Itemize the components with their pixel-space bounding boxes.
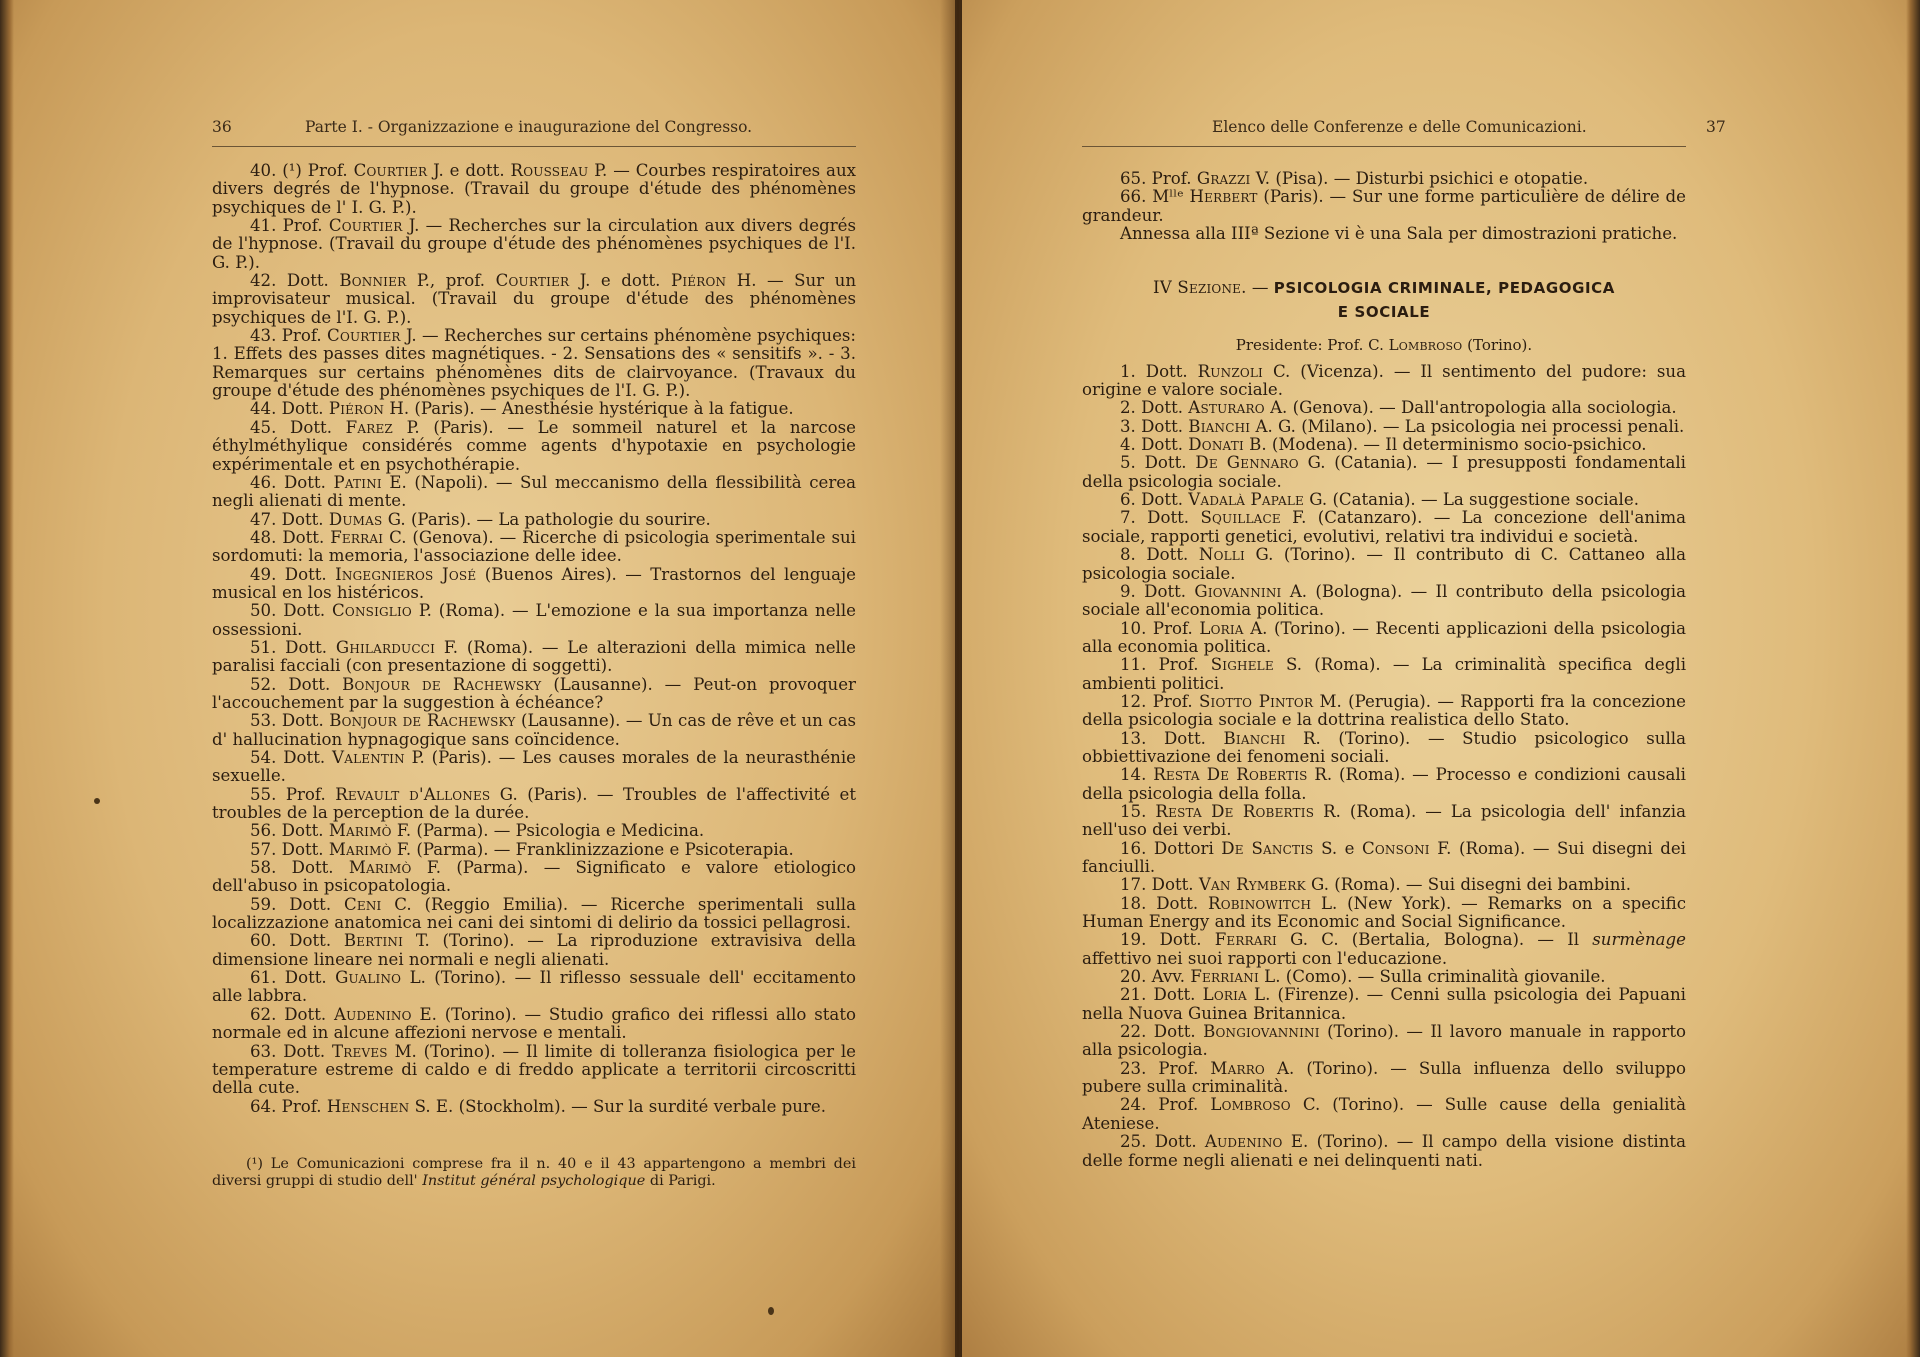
communication-entry <box>212 822 856 840</box>
entry-text: 51. Dott. <box>250 637 336 657</box>
entry-text: G. (Torino). — Il contributo di C. Cattaneo alla psicologia sociale. <box>1082 545 1686 583</box>
author-name: Bianchi <box>1188 416 1251 436</box>
communication-entry <box>212 566 856 603</box>
author-name: Marro <box>1210 1058 1265 1078</box>
entry-text: R. (Torino). — Studio psicologico sulla obbiettivazione dei fenomeni sociali. <box>1082 728 1686 766</box>
author-name: De Sanctis <box>1221 838 1314 858</box>
entry-text: 45. Dott. <box>250 417 346 437</box>
author-name: Dumas <box>328 509 383 529</box>
entry-text: Annessa alla IIIª Sezione vi è una Sala per dimostrazioni pratiche. <box>1120 224 1678 244</box>
entry-text: 63. Dott. <box>250 1041 332 1061</box>
communication-entry <box>212 969 856 1006</box>
author-name: Ceni <box>343 894 382 914</box>
communication-entry <box>1082 509 1686 546</box>
communication-entry <box>212 272 856 327</box>
section-iv-entries <box>1082 363 1686 1170</box>
communication-entry <box>1082 766 1686 803</box>
author-name: Bonjour de Rachewsky <box>342 674 542 694</box>
entry-text: B. (Modena). — Il determinismo socio-psichico. <box>1243 435 1647 455</box>
communication-entry <box>1082 803 1686 840</box>
author-name: Ferriani <box>1190 967 1259 987</box>
section-label: IV Sezione. <box>1153 278 1247 298</box>
author-name: Runzoli <box>1197 361 1264 381</box>
communication-entry <box>1082 968 1686 986</box>
communication-entry <box>212 419 856 474</box>
author-name: Marimò <box>328 821 392 841</box>
entry-text: 16. Dottori <box>1120 838 1222 858</box>
entry-text: affettivo nei suoi rapporti con l'educazione. <box>1082 948 1448 968</box>
entry-text: 7. Dott. <box>1120 508 1201 528</box>
communication-entry <box>212 932 856 969</box>
entry-text: M. (Torino). — Il limite di tolleranza fisiologica per le temperature estreme di caldo e di freddo applicate a territorii circoscritti della cute. <box>212 1041 856 1098</box>
author-name: Giovannini <box>1194 581 1282 601</box>
author-name: Farez <box>345 417 393 437</box>
entry-text: G. (Roma). — Sui disegni dei bambini. <box>1305 875 1631 895</box>
entry-text: 19. Dott. <box>1120 930 1215 950</box>
entry-text: 56. Dott. <box>250 821 329 841</box>
entry-text: J. — Recherches sur la circulation aux divers degrés de l'hypnose. (Travail du groupe d'étude des phénomènes psychiques de l'I. G. P.). <box>212 216 856 272</box>
author-name: Revault d'Allones <box>335 784 491 804</box>
entry-text: P. (Roma). — L'emozione e la sua importanza nelle ossessioni. <box>212 601 856 639</box>
entry-text: E. (Napoli). — Sul meccanismo della flessibilità cerea negli alienati di mente. <box>212 472 856 511</box>
communication-entry <box>212 859 856 896</box>
author-name: Grazzi <box>1196 169 1251 188</box>
author-name: Resta De Robertis <box>1153 765 1308 785</box>
entry-text: 5. Dott. <box>1120 453 1196 473</box>
entry-text: P. (Paris). — Les causes morales de la neurasthénie sexuelle. <box>212 748 856 786</box>
author-name: Robinowitch <box>1208 893 1312 913</box>
author-name: Rousseau <box>510 161 589 180</box>
entry-text: 10. Prof. <box>1120 618 1200 638</box>
right-header-rule <box>1082 146 1686 147</box>
communication-entry <box>212 712 856 749</box>
author-name: Bonjour de Rachewsky <box>329 711 516 731</box>
entry-text: (Lausanne). — Peut-on provoquer l'accouchement par la suggestion à échéance? <box>212 674 856 712</box>
author-name: Ingegnieros José <box>335 564 477 584</box>
paper-blemish <box>94 798 100 804</box>
communication-entry <box>1082 693 1686 730</box>
entry-text: S. (Roma). — La criminalità specifica degli ambienti politici. <box>1082 655 1686 693</box>
entry-text: J. e dott. <box>427 161 511 180</box>
entry-text: G. (Paris). — Troubles de l'affectivité et troubles de la perception de la durée. <box>212 784 856 823</box>
right-page-edge <box>1906 0 1920 1357</box>
entry-text: 49. Dott. <box>250 564 336 584</box>
president-name: Lombroso <box>1388 336 1463 355</box>
author-name: Consoni <box>1362 838 1430 858</box>
entry-text: A. (Torino). — Sulla influenza dello sviluppo pubere sulla criminalità. <box>1082 1058 1686 1097</box>
communication-entry <box>1082 546 1686 583</box>
communication-entry <box>1082 225 1686 243</box>
entry-text: 12. Prof. <box>1120 691 1199 711</box>
communication-entry <box>1082 986 1686 1023</box>
entry-text: H. (Paris). — Anesthésie hystérique à la fatigue. <box>384 399 794 419</box>
entry-text: S. e <box>1313 838 1362 858</box>
author-name: Asturaro <box>1188 398 1265 418</box>
left-page <box>0 0 955 1357</box>
entry-text: F. (Parma). — Psicologia e Medicina. <box>391 821 705 841</box>
author-name: Bonnier <box>339 271 407 291</box>
entry-text: 2. Dott. <box>1120 398 1189 418</box>
entry-text: 52. Dott. <box>250 674 343 694</box>
entry-text: 46. Dott. <box>250 472 334 492</box>
author-name: Piéron <box>328 399 385 419</box>
author-name: Loria <box>1199 618 1244 638</box>
left-running-head: Parte I. - Organizzazione e inaugurazione del Congresso. <box>305 118 753 136</box>
entry-text: 3. Dott. <box>1120 416 1189 436</box>
entry-text: 43. Prof. <box>250 326 328 346</box>
president-suffix: (Torino). <box>1462 336 1533 355</box>
entry-text: S. E. (Stockholm). — Sur la surdité verbale pure. <box>409 1096 826 1116</box>
italic-text: Institut général psychologique <box>422 1172 646 1189</box>
entry-text: 55. Prof. <box>250 784 336 804</box>
author-name: Bertini <box>343 931 404 951</box>
entry-text: (¹) Le Comunicazioni comprese fra il n. 40 e il 43 appartengono a membri dei diversi gruppi di studio dell' <box>212 1156 856 1189</box>
entry-text: M. (Perugia). — Rapporti fra la concezione della psicologia sociale e la dottrina realistica dello Stato. <box>1082 691 1686 730</box>
author-name: Van Rymberk <box>1198 875 1306 895</box>
italic-text: surmènage <box>1592 930 1686 950</box>
author-name: Nolli <box>1198 545 1245 565</box>
entry-text: 62. Dott. <box>250 1004 334 1024</box>
entry-text: 59. Dott. <box>250 894 344 914</box>
communication-entry <box>212 162 856 217</box>
entry-text: 61. Dott. <box>250 968 336 988</box>
left-page-edge <box>0 0 14 1357</box>
communication-entry <box>1082 188 1686 225</box>
communication-entry <box>1082 363 1686 400</box>
author-name: Vadalà Papale <box>1188 490 1304 510</box>
communication-entry <box>1082 583 1686 620</box>
left-page-number: 36 <box>212 118 232 136</box>
entry-text: C. (Genova). — Ricerche di psicologia sperimentale sui sordomuti: la memoria, l'associazione delle idee. <box>212 527 856 566</box>
entry-text: C. (Vicenza). — Il sentimento del pudore: sua origine e valore sociale. <box>1082 361 1686 400</box>
entry-text: C. (Reggio Emilia). — Ricerche sperimentali sulla localizzazione anatomica nei cani dei sintomi di delirio da tossici pellagrosi. <box>212 894 856 933</box>
entry-text: L. (Como). — Sulla criminalità giovanile. <box>1258 967 1606 987</box>
author-name: Donati <box>1188 435 1244 455</box>
entry-text: 54. Dott. <box>250 748 333 767</box>
author-name: Squillace <box>1200 508 1281 528</box>
entry-text: A. (Bologna). — Il contributo della psicologia sociale all'economia politica. <box>1082 581 1686 620</box>
communication-entry <box>212 1098 856 1116</box>
author-name: Consiglio <box>332 601 412 621</box>
entry-text: A. (Torino). — Recenti applicazioni della psicologia alla economia politica. <box>1082 618 1686 656</box>
entry-text: 53. Dott. <box>250 711 330 731</box>
author-name: Bongiovannini <box>1203 1022 1320 1042</box>
president-prefix: Presidente: Prof. C. <box>1235 336 1389 355</box>
entry-text: 24. Prof. <box>1120 1095 1211 1115</box>
entry-text: di Parigi. <box>645 1172 716 1189</box>
entry-text: J. e dott. <box>569 271 671 291</box>
author-name: Piéron <box>670 271 727 291</box>
communication-entry <box>212 896 856 933</box>
communication-entry <box>212 1006 856 1043</box>
entry-text: 40. (¹) Prof. <box>250 161 354 180</box>
author-name: Audenino <box>1204 1132 1283 1152</box>
right-page-number: 37 <box>1706 118 1726 136</box>
communication-entry <box>1082 1133 1686 1170</box>
communication-entry <box>1082 454 1686 491</box>
author-name: Ferrari <box>1214 930 1277 950</box>
communication-entry <box>212 749 856 786</box>
entry-text: A. (Genova). — Dall'antropologia alla sociologia. <box>1264 398 1677 418</box>
entry-text: L. (Torino). — Il riflesso sessuale dell' eccitamento alle labbra. <box>212 968 856 1006</box>
entry-text: (Torino). — Il lavoro manuale in rapporto alla psicologia. <box>1082 1022 1686 1060</box>
communication-entry <box>212 786 856 823</box>
section-title-line-2: E SOCIALE <box>1337 303 1431 322</box>
entry-text: P. (Paris). — Le sommeil naturel et la narcose éthylméthylique considérés comme agents d'hypotaxie en psychologie expérimentale et en psychothérapie. <box>212 417 856 474</box>
entry-text: 47. Dott. <box>250 509 329 529</box>
entry-text: T. (Torino). — La riproduzione extravisiva della dimensione lineare nei normali e negli alienati. <box>212 931 856 969</box>
entry-text: R. (Roma). — La psicologia dell' infanzia nell'uso dei verbi. <box>1082 801 1686 840</box>
communication-entry <box>212 474 856 511</box>
communication-entry <box>1082 656 1686 693</box>
author-name: Bianchi <box>1223 728 1286 748</box>
communication-entry <box>212 529 856 566</box>
entry-text: 23. Prof. <box>1120 1058 1211 1078</box>
communication-entry <box>212 841 856 859</box>
entry-text: C. (Torino). — Sulle cause della genialità Ateniese. <box>1082 1095 1686 1133</box>
author-name: Siotto Pintor <box>1198 691 1314 711</box>
entry-text: P., prof. <box>406 271 496 291</box>
entry-text: 66. Mˡˡᵉ <box>1120 187 1190 207</box>
entry-text: F. (Parma). — Franklinizzazione e Psicoterapia. <box>391 839 794 859</box>
author-name: Lombroso <box>1210 1095 1291 1115</box>
entry-text: 41. Prof. <box>250 216 329 236</box>
entry-text: F. (Parma). — Significato e valore etiologico dell'abuso in psicopatologia. <box>212 858 856 896</box>
author-name: Gualino <box>335 968 402 988</box>
entry-text: G. (Catania). — La suggestione sociale. <box>1303 490 1639 510</box>
entry-text: 44. Dott. <box>250 399 329 419</box>
communication-entry <box>1082 170 1686 188</box>
author-name: Marimò <box>348 858 412 878</box>
entry-text: 21. Dott. <box>1120 985 1203 1005</box>
entry-text: E. (Torino). — Studio grafico dei riflessi allo stato normale ed in alcune affezioni nervose e mentali. <box>212 1004 856 1043</box>
author-name: Herbert <box>1189 187 1258 207</box>
entry-text: 65. Prof. <box>1120 169 1197 188</box>
entry-text: J. — Recherches sur certains phénomène psychiques: 1. Effets des passes dites magnétiques. - 2. Sensations des « sensitifs ». - 3. Remarques sur certains phénomènes dits de clairvoyance. (Travaux du groupe d'étude des phénomènes psychiques de l'I. G. P.). <box>212 326 856 401</box>
entry-text: 14. <box>1120 765 1154 785</box>
entry-text: P. — Courbes respiratoires aux divers degrés de l'hypnose. (Travail du groupe d'étude des phénomènes psychiques de l' I. G. P.). <box>212 161 856 217</box>
entry-text: L. (New York). — Remarks on a specific Human Energy and its Economic and Social Significance. <box>1082 893 1686 932</box>
entry-text: 8. Dott. <box>1120 545 1199 565</box>
author-name: Resta De Robertis <box>1155 801 1315 821</box>
entry-text: F. (Catanzaro). — La concezione dell'anima sociale, rapporti genetici, evolutivi, relativi tra individui e società. <box>1082 508 1686 546</box>
author-name: Courtier <box>327 326 401 346</box>
communication-entry <box>1082 931 1686 968</box>
entry-text: 20. Avv. <box>1120 967 1191 987</box>
author-name: Marimò <box>328 839 392 859</box>
author-name: Courtier <box>353 161 428 180</box>
author-name: Treves <box>332 1041 388 1061</box>
entry-text: F. (Roma). — Sui disegni dei fanciulli. <box>1082 838 1686 876</box>
entry-text: 22. Dott. <box>1120 1022 1204 1042</box>
entry-text: 25. Dott. <box>1120 1132 1205 1152</box>
author-name: Audenino <box>333 1004 412 1024</box>
entry-text: 64. Prof. <box>250 1096 327 1116</box>
entry-text: 15. <box>1120 801 1156 821</box>
entry-text: (Lausanne). — Un cas de rêve et un cas d' hallucination hypnagogique sans coïncidence. <box>212 711 856 749</box>
entry-text: 4. Dott. <box>1120 435 1189 455</box>
communication-entry <box>1082 418 1686 436</box>
entry-text: 50. Dott. <box>250 601 333 621</box>
paper-blemish <box>768 1307 774 1315</box>
entry-text: 60. Dott. <box>250 931 344 951</box>
communication-entry <box>1082 436 1686 454</box>
author-name: De Gennaro <box>1195 453 1299 473</box>
communication-entry <box>212 217 856 272</box>
author-name: Valentin <box>332 748 405 767</box>
entry-text: L. (Firenze). — Cenni sulla psicologia dei Papuani nella Nuova Guinea Britannica. <box>1082 985 1686 1023</box>
section-president <box>1082 336 1686 354</box>
entry-text: R. (Roma). — Processo e condizioni causali della psicologia della folla. <box>1082 765 1686 803</box>
communication-entry <box>1082 730 1686 767</box>
entry-text: A. G. (Milano). — La psicologia nei processi penali. <box>1250 416 1685 436</box>
section-heading <box>1082 276 1686 324</box>
communication-entry <box>212 327 856 400</box>
right-running-head: Elenco delle Conferenze e delle Comunicazioni. <box>1212 118 1587 136</box>
entry-text: 57. Dott. <box>250 839 329 859</box>
communication-entry <box>212 639 856 676</box>
communication-entry <box>1082 895 1686 932</box>
entry-text: 48. Dott. <box>250 527 331 547</box>
author-name: Ghilarducci <box>335 637 436 657</box>
entry-text: E. (Torino). — Il campo della visione distinta delle forme negli alienati e nei delinquenti nati. <box>1082 1132 1686 1170</box>
entry-text: H. — Sur un improvisateur musical. (Travail du groupe d'étude des phénomènes psychiques de l'I. G. P.). <box>212 271 857 327</box>
entry-text: V. (Pisa). — Disturbi psichici e otopatie. <box>1250 169 1589 188</box>
communication-entry <box>212 511 856 529</box>
author-name: Courtier <box>495 271 570 291</box>
section-dash: — <box>1246 278 1274 298</box>
entry-text: 6. Dott. <box>1120 490 1189 510</box>
author-name: Loria <box>1202 985 1247 1005</box>
entry-text: G. (Catania). — I presupposti fondamentali della psicologia sociale. <box>1082 453 1686 491</box>
communication-entry <box>212 602 856 639</box>
left-footnote <box>212 1156 856 1189</box>
communication-entry <box>1082 1096 1686 1133</box>
communication-entry <box>1082 876 1686 894</box>
author-name: Sighele <box>1210 655 1274 675</box>
communication-entry <box>1082 1060 1686 1097</box>
entry-text: 9. Dott. <box>1120 581 1195 601</box>
communication-entry <box>1082 840 1686 877</box>
entry-text: 42. Dott. <box>250 271 340 291</box>
entry-text: 17. Dott. <box>1120 875 1199 895</box>
communication-entry <box>212 1043 856 1098</box>
right-entries-column <box>1082 170 1686 1170</box>
author-name: Henschen <box>326 1096 410 1116</box>
author-name: Courtier <box>328 216 403 236</box>
left-header-rule <box>212 146 856 147</box>
author-name: Ferrai <box>330 527 384 547</box>
right-page <box>962 0 1920 1357</box>
left-entries-column <box>212 162 856 1116</box>
author-name: Patini <box>333 472 382 492</box>
section-title-line-1: PSICOLOGIA CRIMINALE, PEDAGOGICA <box>1273 279 1615 298</box>
communication-entry <box>1082 491 1686 509</box>
communication-entry <box>212 400 856 418</box>
entry-text: G. (Paris). — La pathologie du sourire. <box>382 509 711 529</box>
entry-text: F. (Roma). — Le alterazioni della mimica nelle paralisi facciali (con presentazione di soggetti). <box>212 637 856 676</box>
communication-entry <box>1082 1023 1686 1060</box>
communication-entry <box>212 676 856 713</box>
entry-text: 13. Dott. <box>1120 728 1224 748</box>
entry-text: G. C. (Bertalia, Bologna). — Il <box>1276 930 1593 950</box>
right-top-entries <box>1082 170 1686 243</box>
entry-text: 1. Dott. <box>1120 361 1198 381</box>
entry-text: (Buenos Aires). — Trastornos del lenguaje musical en los histéricos. <box>212 564 856 602</box>
communication-entry <box>1082 620 1686 657</box>
communication-entry <box>1082 399 1686 417</box>
entry-text: (Paris). — Sur une forme particulière de délire de grandeur. <box>1082 187 1686 225</box>
entry-text: 11. Prof. <box>1120 655 1211 675</box>
entry-text: 18. Dott. <box>1120 893 1208 913</box>
entry-text: 58. Dott. <box>250 858 349 878</box>
